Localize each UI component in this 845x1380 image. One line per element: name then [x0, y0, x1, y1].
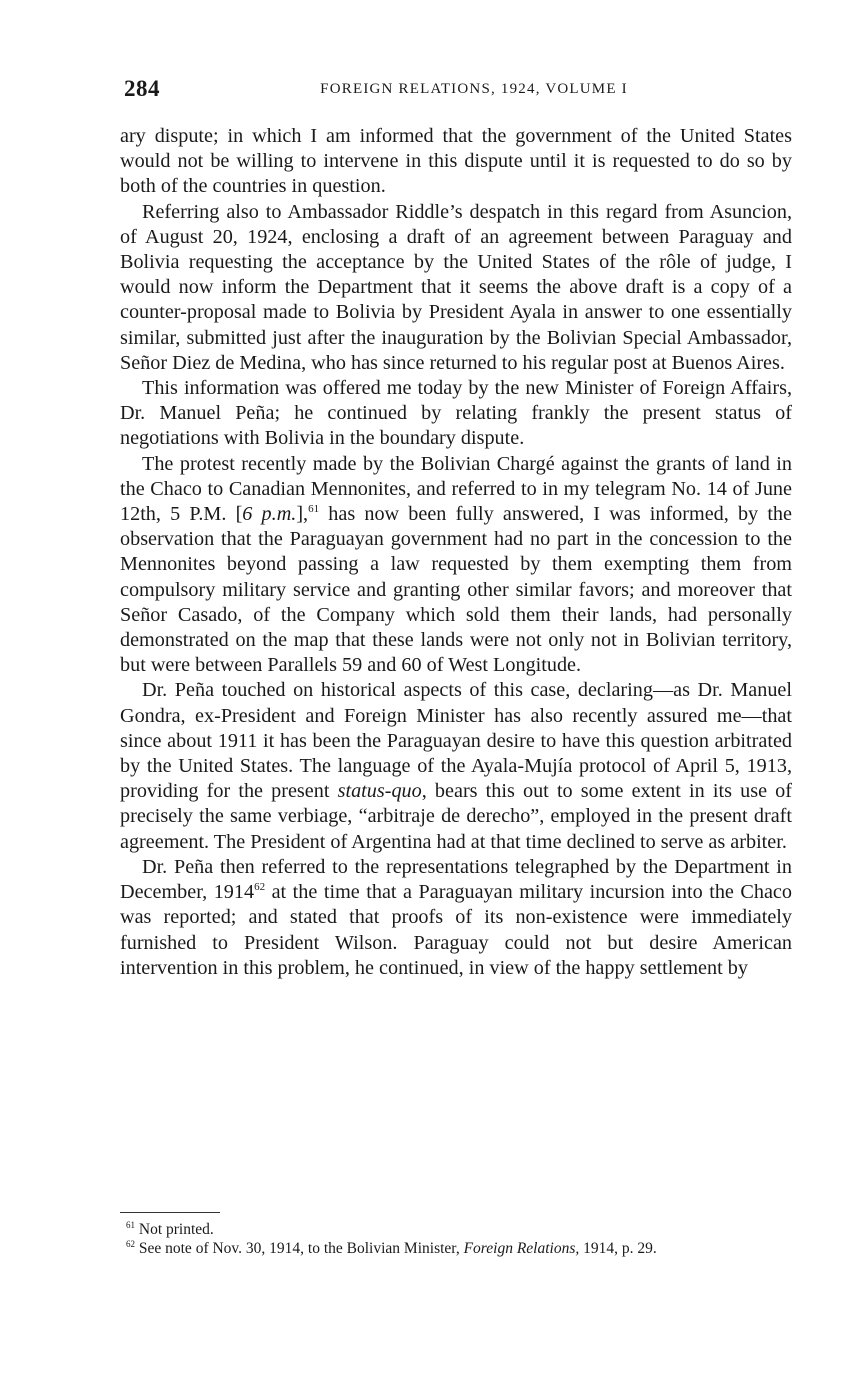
paragraph-2: Referring also to Ambassador Riddle’s despatch in this regard from Asuncion, of August 20, 1924, enclosing a draft of an agreement between Paraguay and Bolivia requesting the acceptance by the United States of the rôle of judge, I would now inform the Department that it seems the above draft is a copy of a counter-proposal made to Bolivia by President Ayala in answer to one essentially similar, submitted just after the inauguration by the Bolivian Special Ambassador, Señor Diez de Medina, who has since returned to his regular post at Buenos Aires.	[120, 200, 792, 374]
footnote-61: $^{61}$ Not printed.	[126, 1220, 214, 1238]
footnote-ref-62: 62	[254, 881, 266, 894]
paragraph-3: This information was offered me today by the new Minister of Foreign Affairs, Dr. Manuel Peña; he continued by relating frankly the present status of negotiations with Bolivia in the boundary dispute.	[120, 377, 792, 450]
body-text	[120, 124, 792, 981]
paragraph-5: Dr. Peña touched on historical aspects of this case, declaring—as Dr. Manuel Gondra, ex-President and Foreign Minister has also recently assured me—that since about 1911 it has been the Paraguayan desire to have this question arbitrated by the United States. The language of the Ayala-Mujía protocol of April 5, 1913, providing for the present status-quo, bears this out to some extent in its use of precisely the same verbiage, “arbitraje de derecho”, employed in the present draft agreement. The President of Argentina had at that time declined to serve as arbiter.	[120, 679, 792, 853]
page-number: 284	[124, 76, 160, 101]
footnotes	[116, 1220, 784, 1258]
footnote-62: $^{62}$ See note of Nov. 30, 1914, to the Bolivian Minister, Foreign Relations, 1914, p. 29.	[126, 1239, 657, 1257]
paragraph-4: The protest recently made by the Bolivian Chargé against the grants of land in the Chaco to Canadian Mennonites, and referred to in my telegram No. 14 of June 12th, 5 P.M. [6 p.m.],$^{61}$ has now been fully answered, I was informed, by the observation that the Paraguayan government had no part in the concession to the Mennonites beyond passing a law requested by them exempting them from compulsory military service and granting other similar favors; and moreover that Señor Casado, of the Company which sold them their lands, had personally demonstrated on the map that these lands were not only not in Bolivian territory, but were between Parallels 59 and 60 of West Longitude.	[120, 452, 792, 677]
running-head: FOREIGN RELATIONS, 1924, VOLUME I	[320, 81, 628, 97]
italic-insert: 6 p.m.	[242, 503, 297, 526]
footnote-ref-61: 61	[308, 503, 320, 516]
paragraph-6: Dr. Peña then referred to the representations telegraphed by the Department in December, 1914$^{62}$ at the time that a Paraguayan military incursion into the Chaco was reported; and stated that proofs of its non-existence were immediately furnished to President Wilson. Paraguay could not but desire American intervention in this problem, he continued, in view of the happy settlement by	[120, 855, 792, 979]
page-header	[124, 76, 784, 104]
footnote-rule	[120, 1212, 220, 1213]
italic-status-quo: status-quo	[337, 780, 422, 803]
paragraph-1: ary dispute; in which I am informed that the government of the United States would not be willing to intervene in this dispute until it is requested to do so by both of the countries in question.	[120, 125, 792, 198]
